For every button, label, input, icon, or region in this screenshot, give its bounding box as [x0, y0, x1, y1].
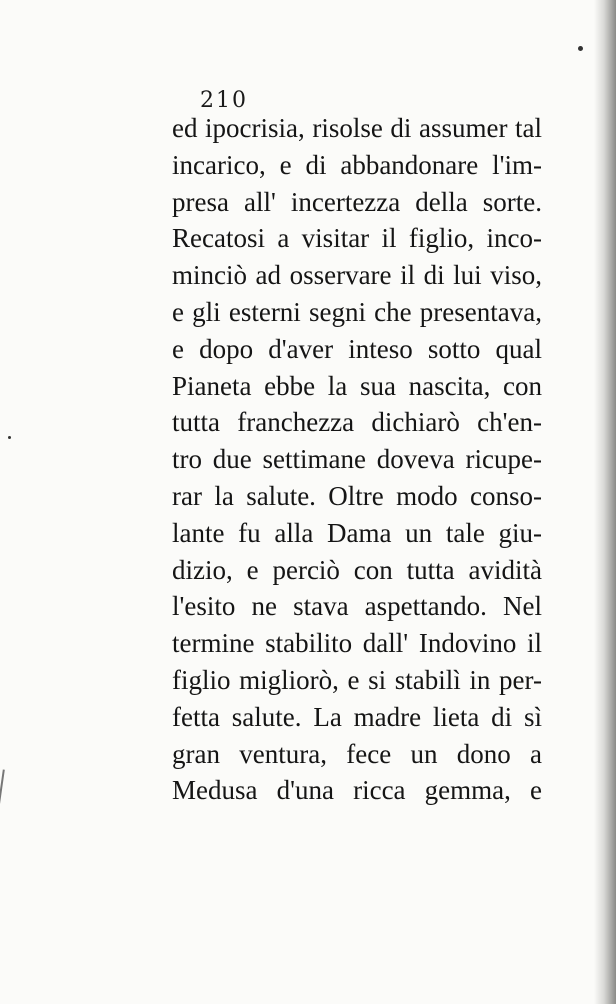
text-line: dizio, e perciò con tutta avidità [172, 554, 542, 585]
text-line: minciò ad osservare il di lui viso, [172, 260, 542, 291]
text-line: ed ipocrisia, risolse di assumer tal [172, 113, 542, 143]
text-line: tutta franchezza dichiarò ch'en- [172, 407, 542, 438]
page-number: 210 [200, 88, 248, 113]
text-line: termine stabilito dall' Indovino il [172, 628, 542, 659]
text-line: Pianeta ebbe la sua nascita, con [172, 370, 542, 401]
body-text [172, 110, 542, 809]
page-edge-shadow [594, 0, 616, 1004]
text-line: Recatosi a visitar il figlio, inco- [172, 223, 542, 254]
ink-speck [578, 46, 583, 51]
text-line: l'esito ne stava aspettando. Nel [172, 591, 542, 622]
text-line: Medusa d'una ricca gemma, e [172, 775, 542, 806]
text-line: gran ventura, fece un dono a [172, 738, 542, 769]
text-line: rar la salute. Oltre modo conso- [172, 480, 542, 511]
text-line: presa all' incertezza della sorte. [172, 186, 542, 217]
text-line: lante fu alla Dama un tale giu- [172, 517, 542, 548]
text-line: e gli esterni segni che presentava, [172, 296, 542, 327]
text-line: figlio migliorò, e si stabilì in per- [172, 664, 542, 695]
text-line: incarico, e di abbandonare l'im- [172, 149, 542, 180]
text-line: e dopo d'aver inteso sotto qual [172, 333, 542, 364]
text-line: fetta salute. La madre lieta di sì [172, 701, 542, 732]
ink-speck [8, 436, 11, 439]
text-line: tro due settimane doveva ricupe- [172, 444, 542, 475]
margin-mark [0, 769, 13, 810]
